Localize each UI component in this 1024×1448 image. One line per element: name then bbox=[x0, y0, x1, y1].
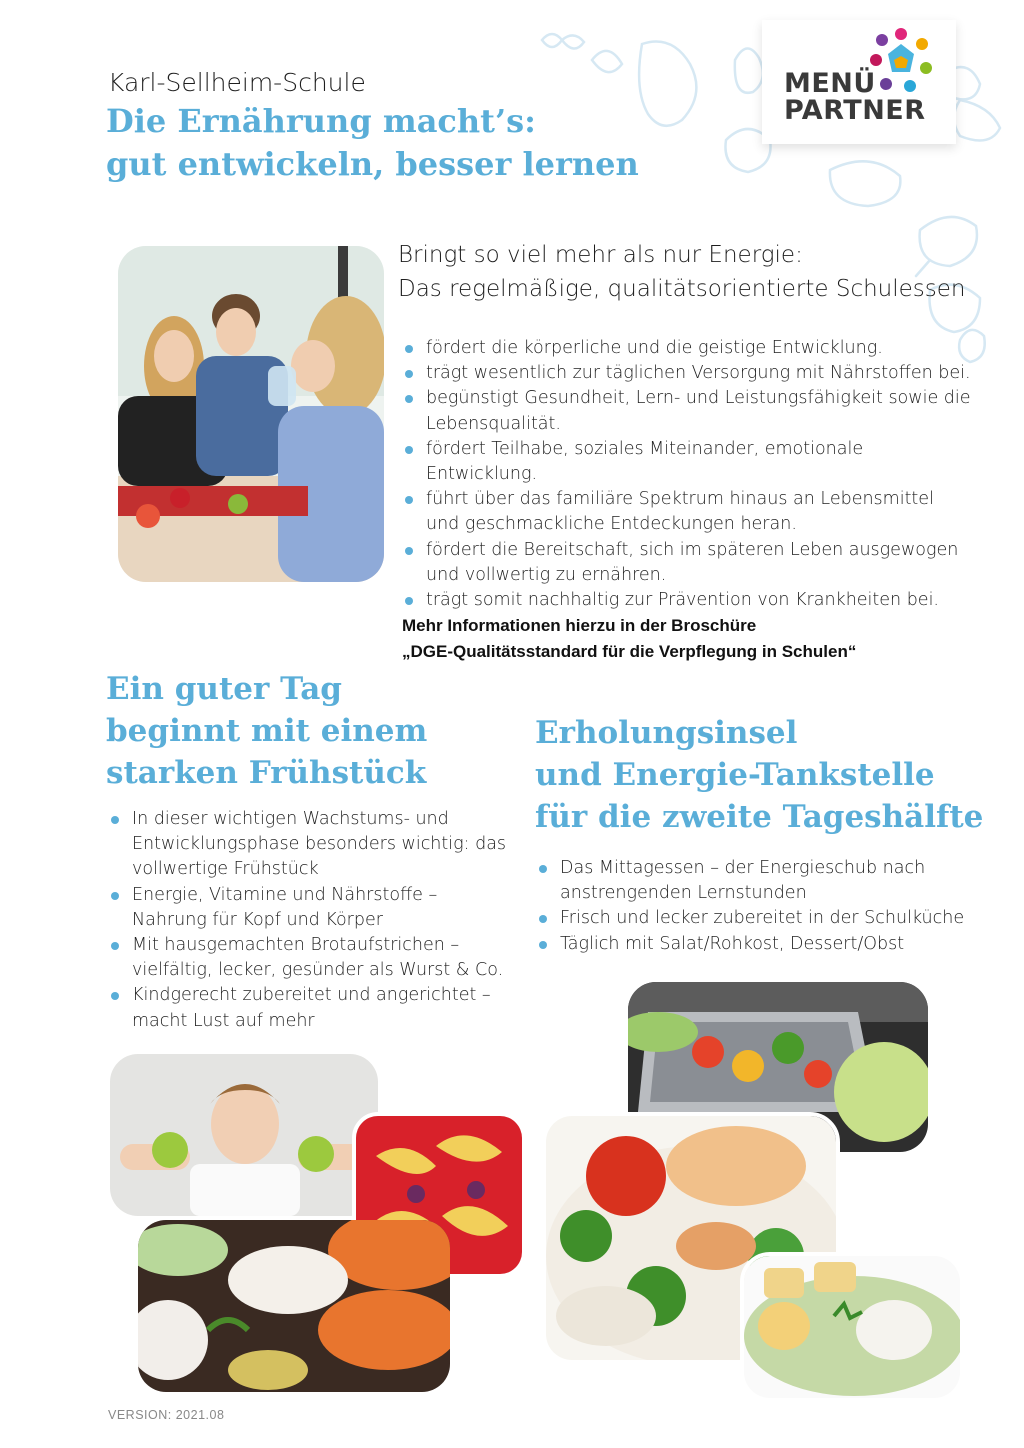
lunch-list bbox=[536, 856, 976, 957]
list-item: Täglich mit Salat/Rohkost, Dessert/Obst bbox=[536, 932, 976, 957]
logo-line-2: PARTNER bbox=[784, 95, 926, 126]
boy-with-apples-photo bbox=[110, 1054, 378, 1216]
logo-wordmark bbox=[784, 70, 926, 124]
school-name: Karl-Sellheim-Schule bbox=[108, 68, 366, 97]
version-label: VERSION: 2021.08 bbox=[108, 1408, 225, 1422]
more-info-note bbox=[402, 613, 856, 664]
bread-spreads-photo bbox=[138, 1220, 450, 1392]
list-item: begünstigt Gesundheit, Lern- und Leistungsfähigkeit sowie die Lebensqualität. bbox=[402, 386, 972, 436]
students-lunch-photo bbox=[118, 246, 384, 582]
list-item: Das Mittagessen – der Energieschub nach anstrengenden Lernstunden bbox=[536, 856, 976, 906]
info-line-1: Mehr Informationen hierzu in der Broschüre bbox=[402, 616, 757, 635]
list-item: führt über das familiäre Spektrum hinaus an Lebensmittel und geschmackliche Entdeckungen heran. bbox=[402, 487, 972, 537]
page-title-line-2: gut entwickeln, besser lernen bbox=[106, 145, 639, 183]
logo-line-1: MENÜ bbox=[784, 68, 876, 99]
list-item: fördert Teilhabe, soziales Miteinander, emotionale Entwicklung. bbox=[402, 437, 972, 487]
list-item: Mit hausgemachten Brotaufstrichen – vielfältig, lecker, gesünder als Wurst & Co. bbox=[108, 933, 508, 983]
breakfast-heading-line-3: starken Frühstück bbox=[106, 755, 427, 791]
info-line-2: „DGE-Qualitätsstandard für die Verpflegung in Schulen“ bbox=[402, 641, 857, 661]
lunch-heading-line-1: Erholungsinsel bbox=[535, 715, 798, 751]
breakfast-list bbox=[108, 807, 508, 1034]
intro-heading bbox=[398, 238, 966, 306]
list-item: trägt wesentlich zur täglichen Versorgung mit Nährstoffen bei. bbox=[402, 361, 972, 386]
list-item: trägt somit nachhaltig zur Prävention von Krankheiten bei. bbox=[402, 588, 972, 613]
page-title bbox=[106, 100, 639, 186]
list-item: In dieser wichtigen Wachstums- und Entwicklungsphase besonders wichtig: das vollwertige Frühstück bbox=[108, 807, 508, 883]
benefits-list bbox=[402, 336, 972, 613]
lunch-heading-line-3: für die zweite Tageshälfte bbox=[535, 799, 984, 835]
lunch-heading bbox=[535, 712, 983, 838]
lunch-heading-line-2: und Energie-Tankstelle bbox=[535, 757, 935, 793]
menupartner-logo bbox=[762, 20, 956, 144]
breakfast-heading-line-1: Ein guter Tag bbox=[106, 671, 342, 707]
list-item: fördert die körperliche und die geistige Entwicklung. bbox=[402, 336, 972, 361]
intro-line-2: Das regelmäßige, qualitätsorientierte Schulessen bbox=[398, 276, 966, 302]
page-title-line-1: Die Ernährung macht’s: bbox=[106, 102, 536, 140]
list-item: Frisch und lecker zubereitet in der Schulküche bbox=[536, 906, 976, 931]
list-item: Kindgerecht zubereitet und angerichtet – macht Lust auf mehr bbox=[108, 983, 508, 1033]
list-item: fördert die Bereitschaft, sich im späteren Leben ausgewogen und vollwertig zu ernähren. bbox=[402, 538, 972, 588]
breakfast-heading-line-2: beginnt mit einem bbox=[106, 713, 428, 749]
intro-line-1: Bringt so viel mehr als nur Energie: bbox=[398, 242, 803, 268]
breakfast-heading bbox=[106, 668, 427, 794]
potatoes-egg-sauce-photo bbox=[740, 1252, 964, 1402]
list-item: Energie, Vitamine und Nährstoffe – Nahrung für Kopf und Körper bbox=[108, 883, 508, 933]
